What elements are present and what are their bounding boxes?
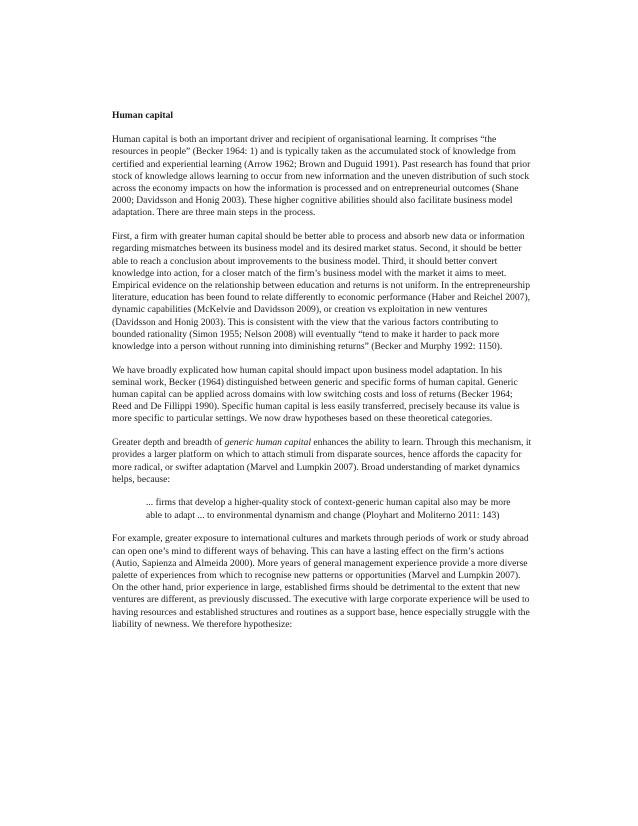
paragraph-4-start: Greater depth and breadth of	[112, 437, 225, 449]
paragraph-1: Human capital is both an important driver and recipient of organisational learning. It comprises “the resources in people” (Becker 1964: 1) and is typically taken as the accumulated stock of knowledge from certified and experiential learning (Arrow 1962; Brown and Duguid 1991). Past research has found that prior stock of knowledge allows learning to occur from new information and the uneven distribution of such stock across the economy impacts on how the information is processed and on entrepreneurial outcomes (Shane 2000; Davidsson and Honig 2003). These higher cognitive abilities should also facilitate business model adaptation. There are three main steps in the process.	[112, 134, 531, 219]
block-quote: ... firms that develop a higher-quality stock of context-generic human capital also may be more able to adapt ... to environmental dynamism and change (Ployhart and Moliterno 2011: 143)	[146, 497, 511, 521]
paragraph-4-end: enhances the ability to learn. Through this mechanism, it provides a larger platform on which to attach stimuli from disparate sources, hence affords the capacity for more radical, or swifter adaptation (Marvel and Lumpkin 2007). Broad understanding of market dynamics helps, because:	[112, 437, 532, 485]
paragraph-2: First, a firm with greater human capital should be better able to process and absorb new data or information regarding mismatches between its business model and its desired market status. Second, it should be better able to reach a conclusion about improvements to the business model. Third, it should better convert knowledge into action, for a closer match of the firm’s business model with the market it aims to meet. Empirical evidence on the relationship between education and returns is not uniform. In the entrepreneurship literature, education has been found to relate differently to economic performance (Haber and Reichel 2007), dynamic capabilities (McKelvie and Davidsson 2009), or creation vs exploitation in new ventures (Davidsson and Honig 2003). This is consistent with the view that the various factors contributing to bounded rationality (Simon 1955; Nelson 2008) will eventually “tend to make it harder to pack more knowledge into a person without running into diminishing returns” (Becker and Murphy 1992: 1150).	[112, 231, 531, 352]
paragraph-4	[112, 437, 532, 486]
document-page	[112, 110, 532, 643]
paragraph-4-italic-term: generic human capital	[224, 437, 312, 449]
section-heading: Human capital	[112, 110, 174, 121]
paragraph-5: For example, greater exposure to international cultures and markets through periods of work or study abroad can open one’s mind to different ways of behaving. This can have a lasting effect on the firm’s actions (Autio, Sapienza and Almeida 2000). More years of general management experience provide a more diverse palette of experiences from which to recognise new patterns or opportunities (Marvel and Lumpkin 2007). On the other hand, prior experience in large, established firms should be detrimental to the extent that new ventures are different, as previously discussed. The executive with large corporate experience will be used to having resources and established structures and routines as a support base, hence especially struggle with the liability of newness. We therefore hypothesize:	[112, 533, 530, 630]
paragraph-3: We have broadly explicated how human capital should impact upon business model adaptation. In his seminal work, Becker (1964) distinguished between generic and specific forms of human capital. Generic human capital can be applied across domains with low switching costs and loss of returns (Becker 1964; Reed and De Fillippi 1990). Specific human capital is less easily transferred, precisely because its value is more specific to particular settings. We now draw hypotheses based on these theoretical categories.	[112, 364, 520, 425]
